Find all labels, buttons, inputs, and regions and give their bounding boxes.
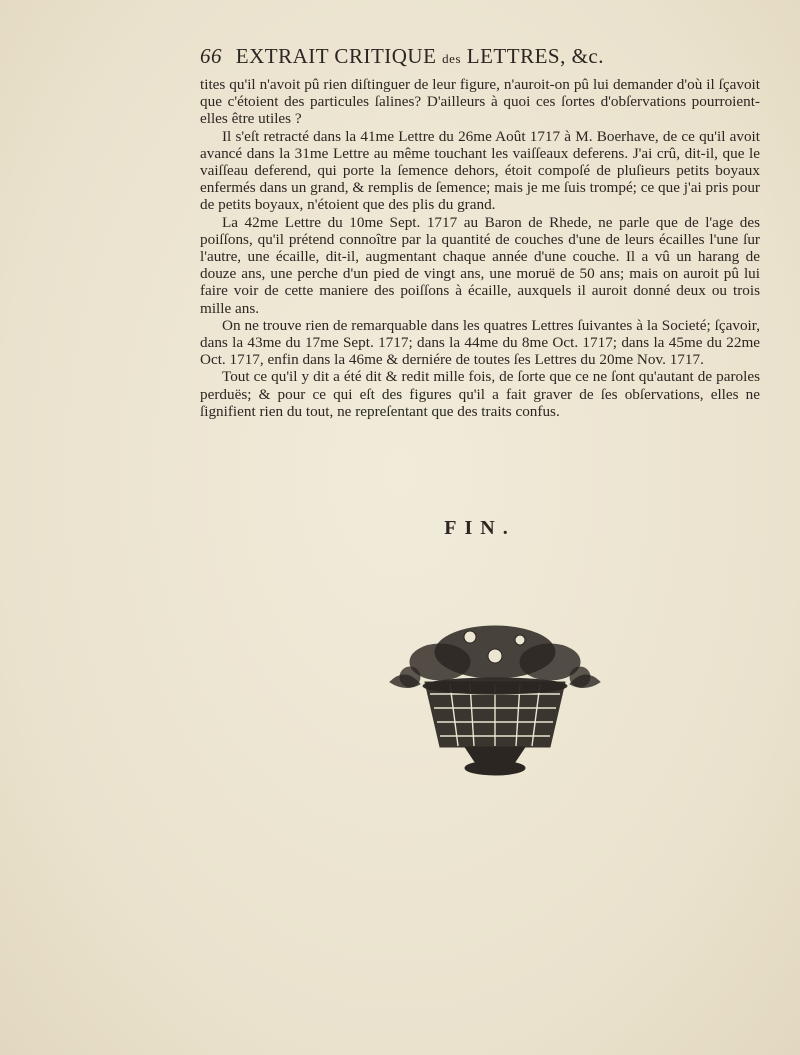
- running-header: [200, 44, 760, 69]
- paragraph: Tout ce qu'il y dit a été dit & redit mille fois, de ſorte que ce ne ſont qu'autant de paroles perduës; & pour ce qui eſt des figures qu'il a fait graver de ſes obſervations, elles ne ſignifient rien du tout, ne repreſentant que des traits confus.: [200, 368, 760, 420]
- paragraph: On ne trouve rien de remarquable dans les quatres Lettres ſuivantes à la Societé; ſçavoir, dans la 43me du 17me Sept. 1717; dans la 44me du 8me Oct. 1717; dans la 45me du 22me Oct. 1717, enfin dans la 46me & derniére de toutes ſes Lettres du 20me Nov. 1717.: [200, 316, 760, 369]
- header-title-main: EXTRAIT CRITIQUE: [235, 44, 437, 68]
- body-text: [200, 76, 760, 420]
- fin-label: FIN.: [444, 517, 516, 539]
- printer-ornament-basket-of-flowers: [370, 622, 620, 782]
- page-number: 66: [200, 44, 222, 68]
- header-title-end: LETTRES, &c.: [466, 44, 604, 68]
- paragraph: Il s'eſt retracté dans la 41me Lettre du 26me Août 1717 à M. Boerhave, de ce qu'il avoit avancé dans la 31me Lettre au même touchant les vaiſſeaux deferens. J'ai crû, dit-il, que le vaiſſeau deferend, qui porte la ſemence dehors, étoit compoſé de pluſieurs petits boyaux enfermés dans un grand, & remplis de ſemence; mais je me ſuis trompé; ce que j'ai pris pour de petits boyaux, n'étoient que des plis du grand.: [200, 127, 760, 214]
- paragraph: tites qu'il n'avoit pû rien diſtinguer de leur figure, n'auroit-on pû lui demander d'où il ſçavoit que c'étoient des particules ſalines? D'ailleurs à quoi ces ſortes d'obſervations pourroient-elles être utiles ?: [200, 76, 760, 128]
- header-title-small: des: [442, 51, 462, 66]
- paragraph: La 42me Lettre du 10me Sept. 1717 au Baron de Rhede, ne parle que de l'age des poiſſons, qu'il prétend connoître par la quantité de couches d'une de leurs écailles l'une ſur l'autre, une écaille, dit-il, augmentant chaque année d'une couche. Il a vû un harang de douze ans, une perche d'un pied de vingt ans, une moruë de 50 ans; mais on auroit pû lui faire voir de cette maniere des poiſſons à écaille, auxquels il auroit donné deux ou trois mille ans.: [200, 213, 760, 317]
